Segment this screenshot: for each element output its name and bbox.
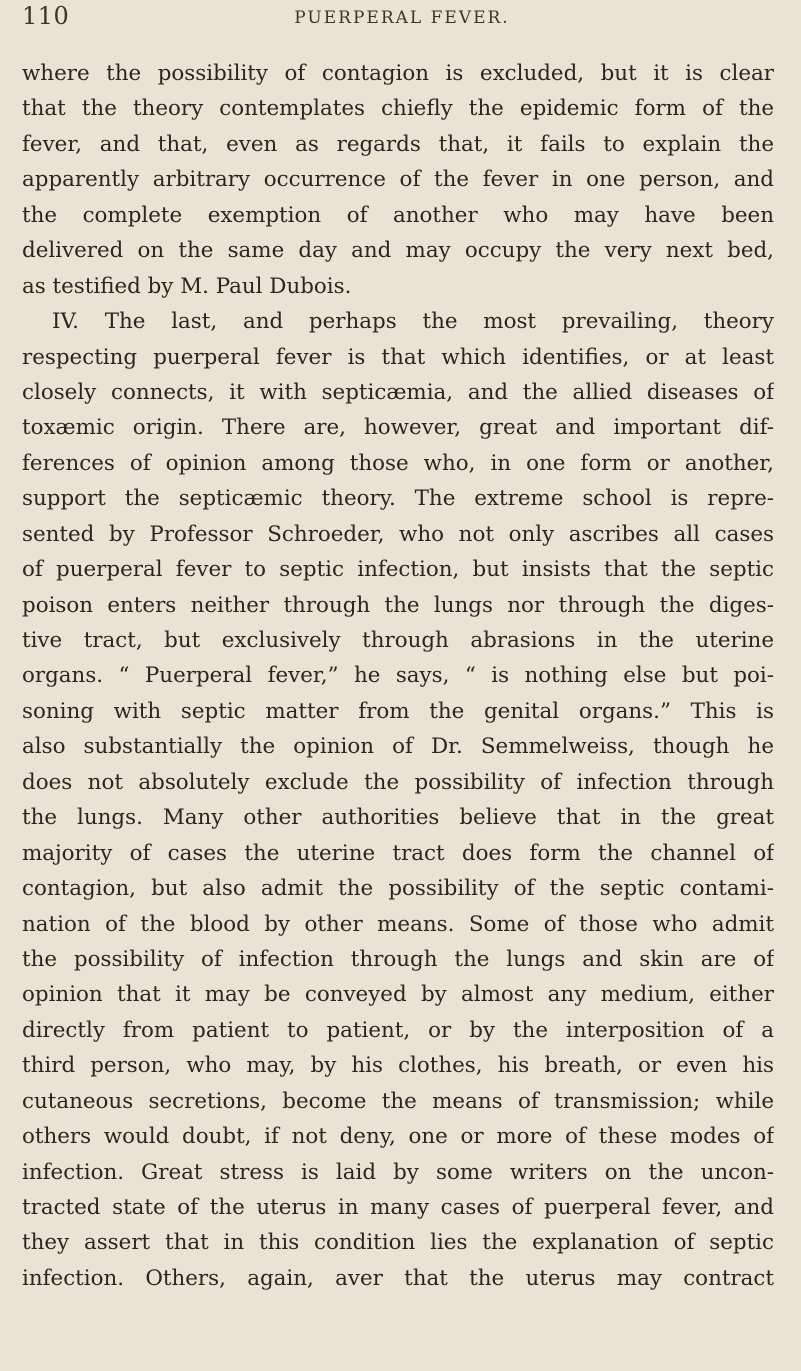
text-line: fever, and that, even as regards that, it fails to explain the xyxy=(22,131,774,157)
text-line: support the septicæmic theory. The extreme school is repre- xyxy=(22,486,774,512)
page-header xyxy=(22,2,782,42)
text-line: contagion, but also admit the possibility of the septic contami- xyxy=(22,876,774,902)
text-line: respecting puerperal fever is that which identifies, or at least xyxy=(22,344,774,370)
text-line: apparently arbitrary occurrence of the fever in one person, and xyxy=(22,167,774,193)
text-line: where the possibility of contagion is excluded, but it is clear xyxy=(22,61,774,86)
text-line: cutaneous secretions, become the means of transmission; while xyxy=(22,1088,774,1114)
text-line: nation of the blood by other means. Some of those who admit xyxy=(22,911,774,937)
text-line: does not absolutely exclude the possibility of infection through xyxy=(22,769,774,795)
text-line: majority of cases the uterine tract does form the channel of xyxy=(22,840,774,866)
text-line: as testified by M. Paul Dubois. xyxy=(22,273,352,299)
text-line: poison enters neither through the lungs nor through the diges- xyxy=(22,592,774,618)
text-line: infection. Others, again, aver that the uterus may contract xyxy=(22,1265,774,1291)
page-number: 110 xyxy=(22,2,70,30)
text-line: directly from patient to patient, or by the interposition of a xyxy=(22,1017,774,1043)
text-line: closely connects, it with septicæmia, and the allied diseases of xyxy=(22,379,774,405)
text-line: opinion that it may be conveyed by almost any medium, either xyxy=(22,982,774,1008)
text-line: the possibility of infection through the lungs and skin are of xyxy=(22,946,774,972)
text-line: tracted state of the uterus in many cases of puerperal fever, and xyxy=(22,1195,774,1220)
text-line: sented by Professor Schroeder, who not only ascribes all cases xyxy=(22,521,774,547)
text-line: tive tract, but exclusively through abrasions in the uterine xyxy=(22,628,774,653)
text-line: others would doubt, if not deny, one or more of these modes of xyxy=(22,1124,774,1150)
text-line: ferences of opinion among those who, in one form or another, xyxy=(22,450,774,476)
text-line: also substantially the opinion of Dr. Semmelweiss, though he xyxy=(22,734,774,760)
text-line: delivered on the same day and may occupy the very next bed, xyxy=(22,238,774,264)
text-line: organs. “ Puerperal fever,” he says, “ is nothing else but poi- xyxy=(22,663,774,689)
text-line: third person, who may, by his clothes, his breath, or even his xyxy=(22,1053,774,1079)
text-line: they assert that in this condition lies the explanation of septic xyxy=(22,1230,774,1256)
running-head: PUERPERAL FEVER. xyxy=(294,8,510,28)
text-line: infection. Great stress is laid by some writers on the uncon- xyxy=(22,1159,774,1185)
text-line: toxæmic origin. There are, however, great and important dif- xyxy=(22,415,774,441)
text-line: that the theory contemplates chiefly the epidemic form of the xyxy=(22,96,774,122)
body-text xyxy=(22,56,774,1296)
text-line: soning with septic matter from the genital organs.” This is xyxy=(22,698,774,724)
paragraph-start-line: IV. The last, and perhaps the most prevailing, theory xyxy=(52,309,774,335)
text-line: the lungs. Many other authorities believe that in the great xyxy=(22,805,774,831)
text-line: the complete exemption of another who may have been xyxy=(22,202,774,228)
text-line: of puerperal fever to septic infection, but insists that the septic xyxy=(22,557,774,583)
